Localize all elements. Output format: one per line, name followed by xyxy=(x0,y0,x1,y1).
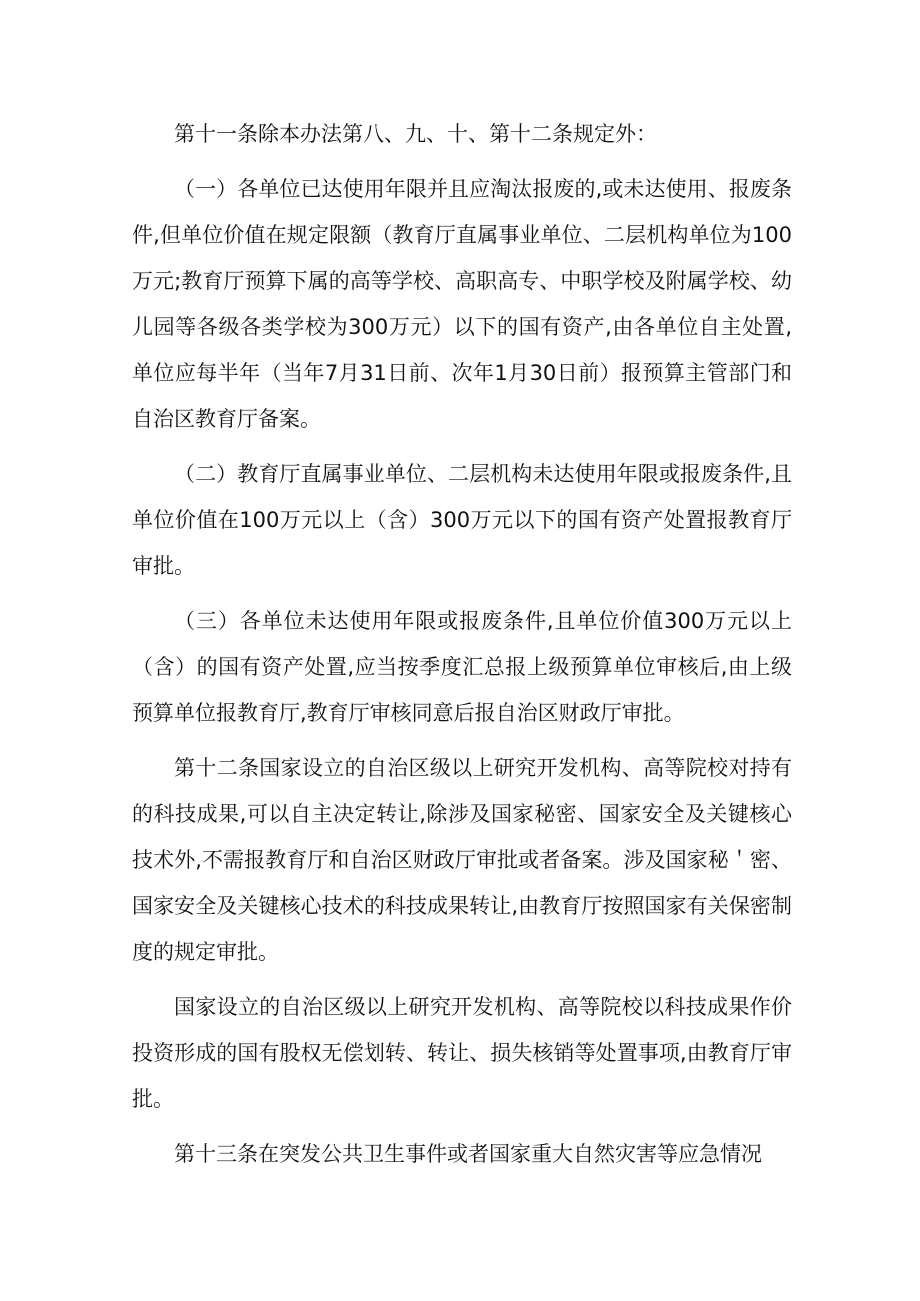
article-11-item-3: （三）各单位未达使用年限或报废条件,且单位价值300万元以上（含）的国有资产处置,应当按季度汇总报上级预算单位审核后,由上级预算单位报教育厅,教育厅审核同意后报自治区财政厅审批。 xyxy=(132,609,792,725)
article-11-item-2: （二）教育厅直属事业单位、二层机构未达使用年限或报废条件,且单位价值在100万元以上（含）300万元以下的国有资产处置报教育厅审批。 xyxy=(132,462,792,578)
article-11-heading: 第十一条除本办法第八、九、十、第十二条规定外： xyxy=(174,122,657,146)
article-13-paragraph: 第十三条在突发公共卫生事件或者国家重大自然灾害等应急情况 xyxy=(174,1142,762,1166)
article-12-continuation: 国家设立的自治区级以上研究开发机构、高等院校以科技成果作价投资形成的国有股权无偿划转、转让、损失核销等处置事项,由教育厅审批。 xyxy=(132,995,792,1111)
article-11-item-1: （一）各单位已达使用年限并且应淘汰报废的,或未达使用、报废条件,但单位价值在规定限额（教育厅直属事业单位、二层机构单位为100万元;教育厅预算下属的高等学校、高职高专、中职学校及附属学校、幼儿园等各级各类学校为300万元）以下的国有资产,由各单位自主处置,单位应每半年（当年7月31日前、次年1月30日前）报预算主管部门和自治区教育厅备案。 xyxy=(132,177,792,431)
article-12-paragraph: 第十二条国家设立的自治区级以上研究开发机构、高等院校对持有的科技成果,可以自主决定转让,除涉及国家秘密、国家安全及关键核心技术外,不需报教育厅和自治区财政厅审批或者备案。涉及国家秘＇密、国家安全及关键核心技术的科技成果转让,由教育厅按照国家有关保密制度的规定审批。 xyxy=(132,756,792,964)
document-body xyxy=(132,111,792,1186)
